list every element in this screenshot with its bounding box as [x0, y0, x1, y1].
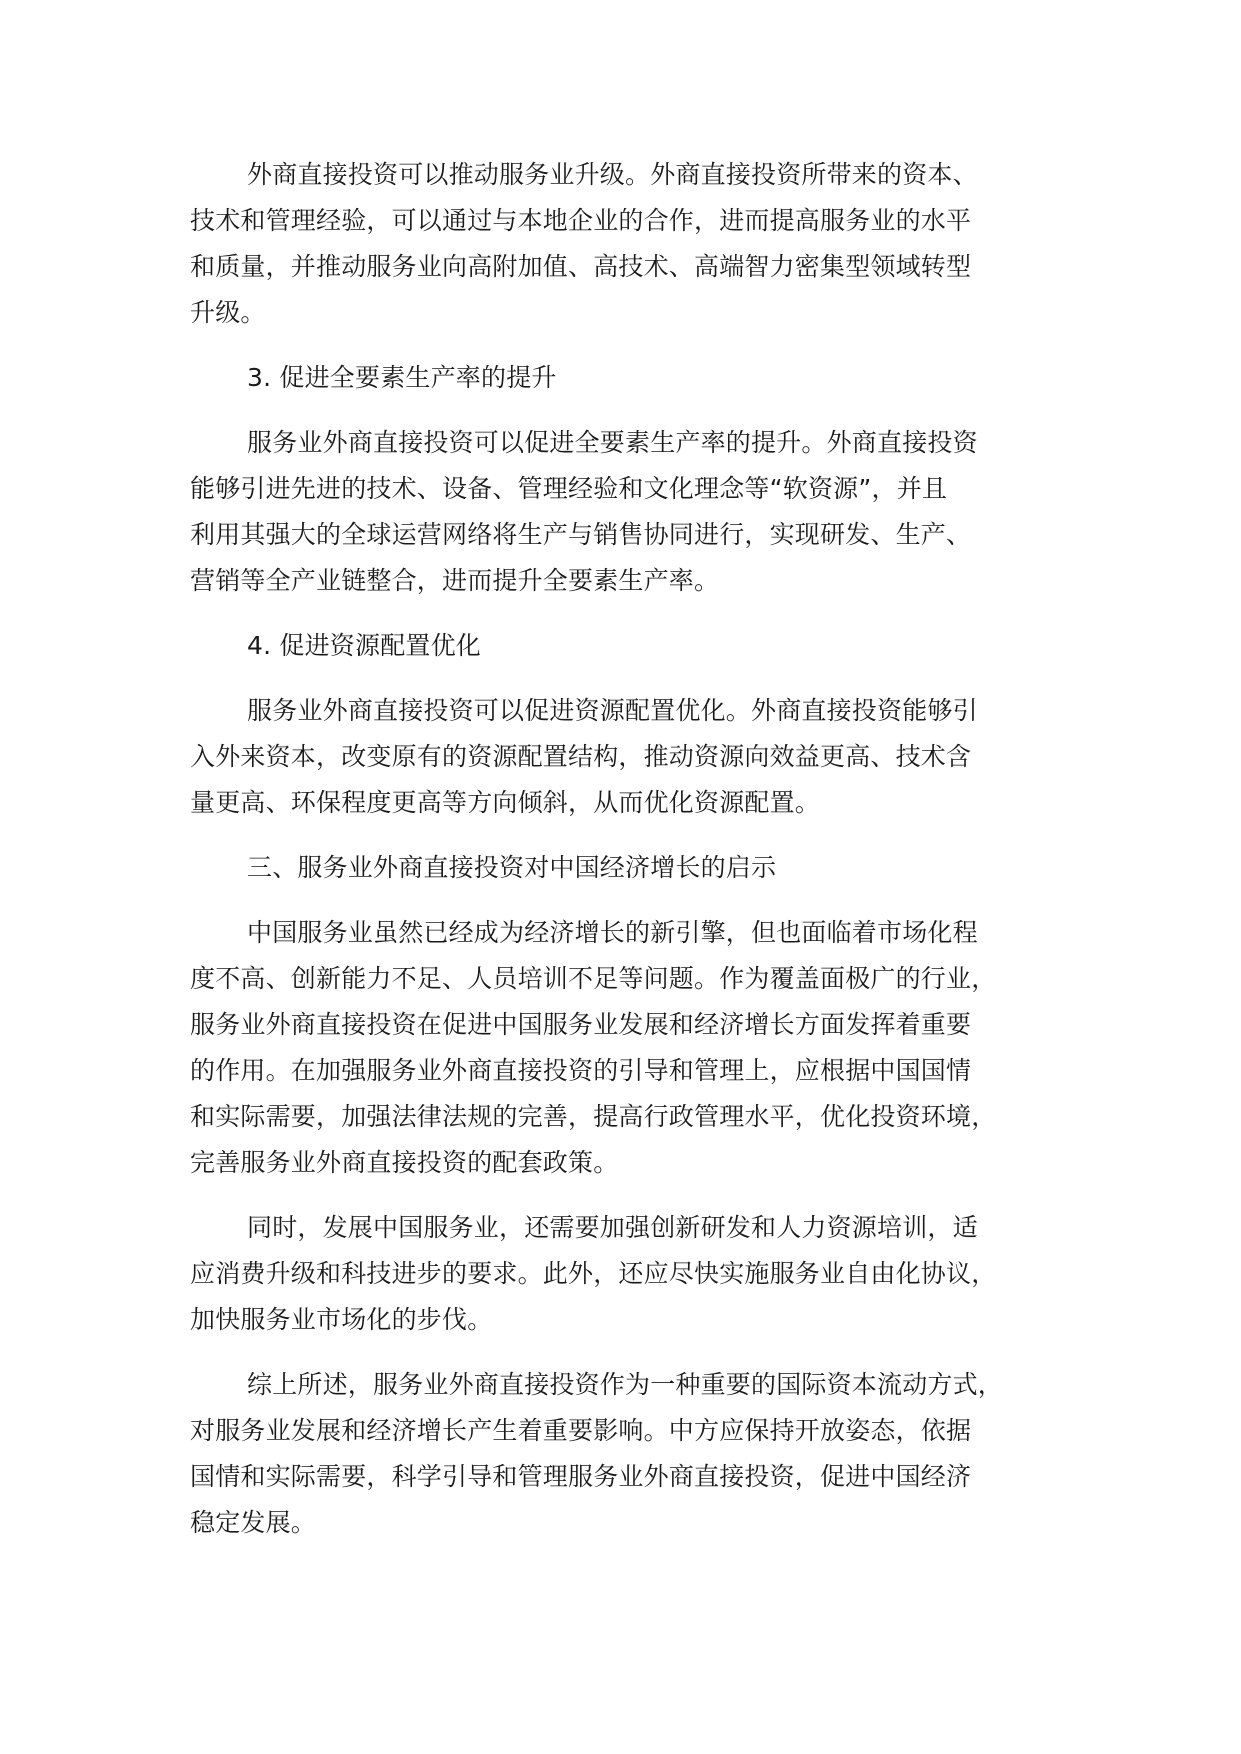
paragraph-line: 利用其强大的全球运营网络将生产与销售协同进行，实现研发、生产、: [190, 520, 972, 549]
paragraph-line: 的作用。在加强服务业外商直接投资的引导和管理上，应根据中国国情: [190, 1056, 972, 1085]
paragraph-line: 综上所述，服务业外商直接投资作为一种重要的国际资本流动方式，: [247, 1370, 1004, 1399]
paragraph-line: 应消费升级和科技进步的要求。此外，还应尽快实施服务业自由化协议，: [190, 1259, 997, 1288]
paragraph-line: 服务业外商直接投资可以促进资源配置优化。外商直接投资能够引: [247, 696, 978, 725]
paragraph-line: 服务业外商直接投资可以促进全要素生产率的提升。外商直接投资: [247, 428, 978, 457]
paragraph-line: 营销等全产业链整合，进而提升全要素生产率。: [190, 566, 720, 595]
paragraph-line: 同时，发展中国服务业，还需要加强创新研发和人力资源培训，适: [247, 1213, 978, 1242]
section-heading: 4. 促进资源配置优化: [247, 631, 482, 660]
paragraph-line: 服务业外商直接投资在促进中国服务业发展和经济增长方面发挥着重要: [190, 1010, 972, 1039]
paragraph-line: 和质量，并推动服务业向高附加值、高技术、高端智力密集型领域转型: [190, 252, 972, 281]
paragraph-line: 和实际需要，加强法律法规的完善，提高行政管理水平，优化投资环境，: [190, 1102, 997, 1131]
paragraph-line: 中国服务业虽然已经成为经济增长的新引擎，但也面临着市场化程: [247, 918, 978, 947]
paragraph-line: 入外来资本，改变原有的资源配置结构，推动资源向效益更高、技术含: [190, 742, 972, 771]
paragraph-line: 完善服务业外商直接投资的配套政策。: [190, 1148, 619, 1177]
paragraph-line: 国情和实际需要，科学引导和管理服务业外商直接投资，促进中国经济: [190, 1462, 972, 1491]
paragraph-line: 升级。: [190, 298, 266, 327]
paragraph-line: 能够引进先进的技术、设备、管理经验和文化理念等“软资源”，并且: [190, 474, 948, 503]
paragraph-line: 外商直接投资可以推动服务业升级。外商直接投资所带来的资本、: [247, 160, 978, 189]
section-heading: 三、服务业外商直接投资对中国经济增长的启示: [247, 853, 777, 882]
paragraph-line: 度不高、创新能力不足、人员培训不足等问题。作为覆盖面极广的行业，: [190, 964, 997, 993]
paragraph-line: 量更高、环保程度更高等方向倾斜，从而优化资源配置。: [190, 788, 821, 817]
paragraph-line: 对服务业发展和经济增长产生着重要影响。中方应保持开放姿态，依据: [190, 1416, 972, 1445]
paragraph-line: 加快服务业市场化的步伐。: [190, 1305, 493, 1334]
paragraph-line: 稳定发展。: [190, 1508, 317, 1537]
paragraph-line: 技术和管理经验，可以通过与本地企业的合作，进而提高服务业的水平: [190, 206, 972, 235]
section-heading: 3. 促进全要素生产率的提升: [247, 363, 557, 392]
